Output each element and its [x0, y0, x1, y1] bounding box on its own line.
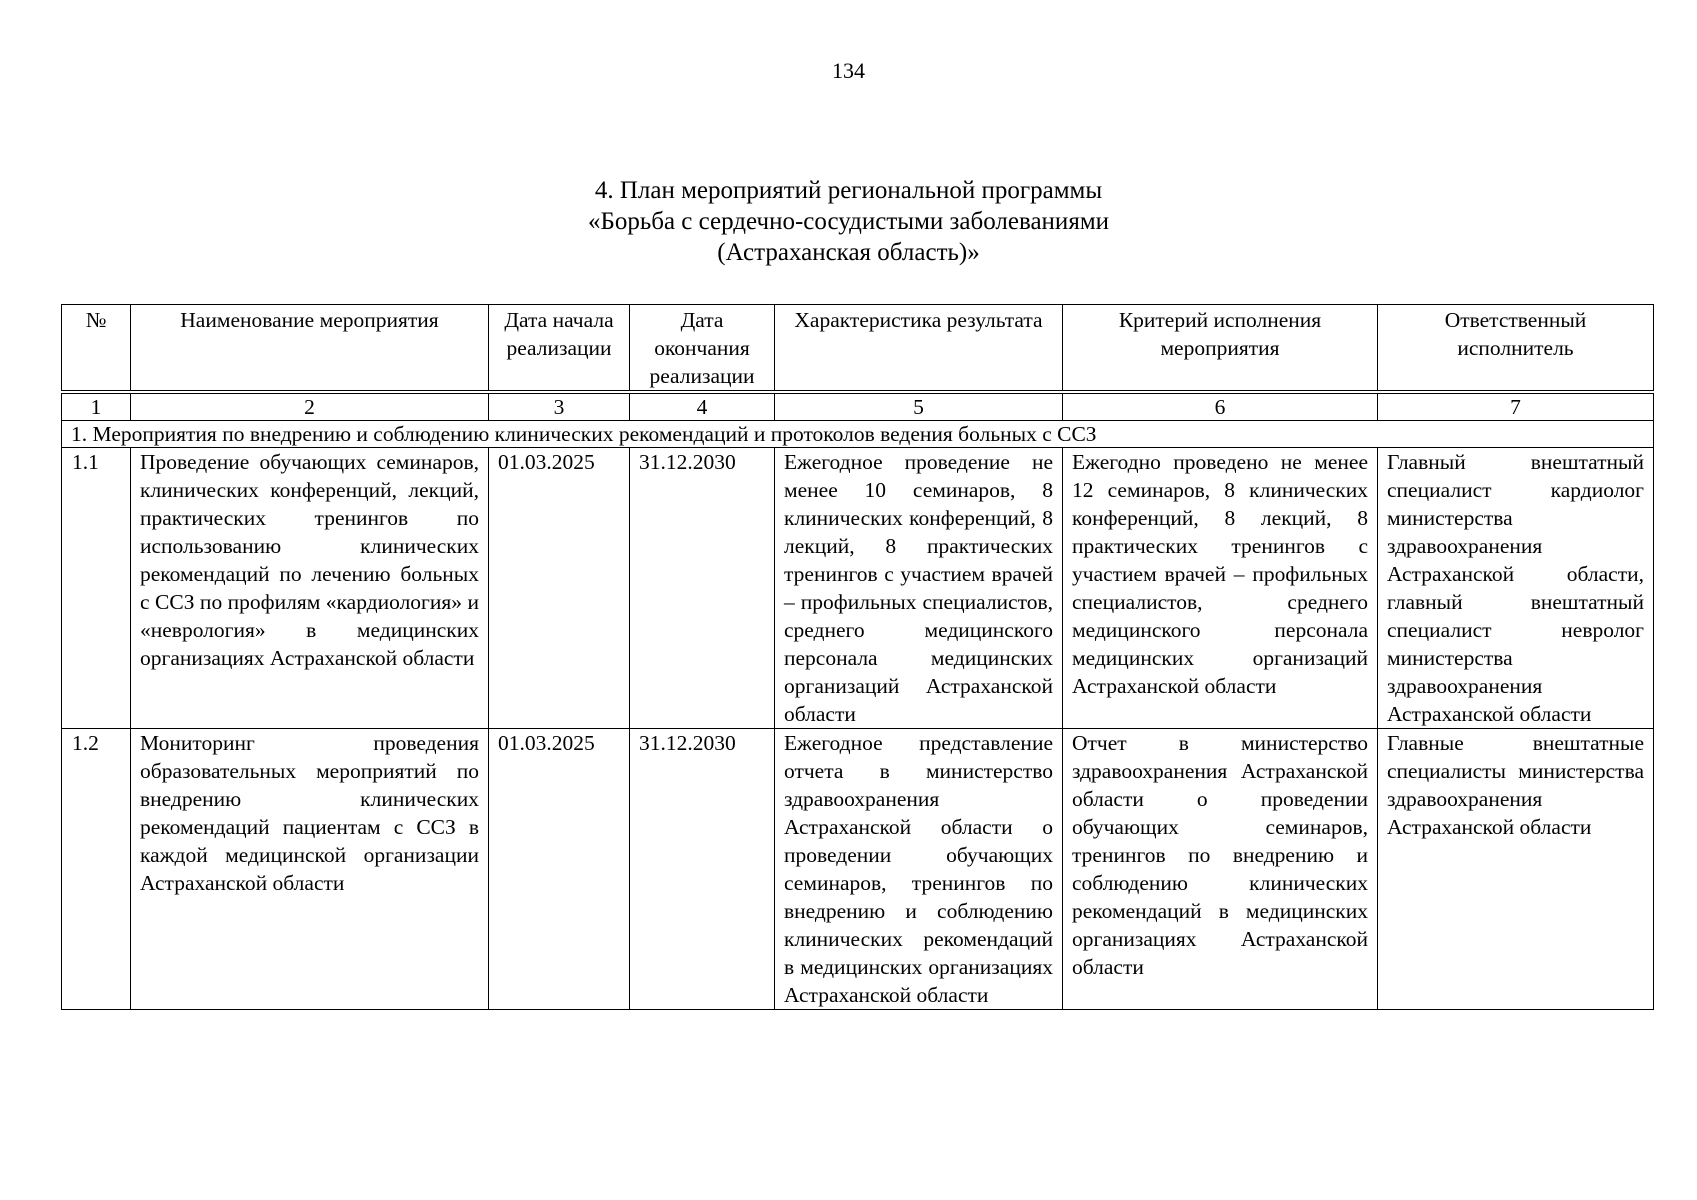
end-date: 31.12.2030	[630, 729, 775, 1010]
header-row	[62, 305, 1654, 393]
column-number-row	[62, 392, 1654, 421]
header-number: №	[62, 305, 131, 393]
column-number: 6	[1063, 392, 1378, 421]
table-row	[62, 448, 1654, 729]
document-title	[0, 175, 1697, 268]
section-row	[62, 421, 1654, 448]
row-number: 1.2	[62, 729, 131, 1010]
column-number: 4	[630, 392, 775, 421]
activity-name: Проведение обучающих семинаров, клинических конференций, лекций, практических тренингов по использованию клинических рекомендаций по лечению больных с ССЗ по профилям «кардиология» и «неврология» в медицинских организациях Астраханской области	[131, 448, 489, 729]
column-number: 5	[775, 392, 1063, 421]
title-line-3: (Астраханская область)»	[717, 239, 980, 266]
title-line-1: 4. План мероприятий региональной программы	[594, 177, 1103, 204]
page-number: 134	[832, 58, 865, 83]
header-end-date: Дата окончания реализации	[630, 305, 775, 393]
header-activity-name: Наименование мероприятия	[131, 305, 489, 393]
start-date: 01.03.2025	[489, 729, 630, 1010]
column-number: 2	[131, 392, 489, 421]
action-plan-table	[61, 304, 1654, 1010]
table-row	[62, 729, 1654, 1010]
completion-criterion: Ежегодно проведено не менее 12 семинаров, 8 клинических конференций, 8 лекций, 8 практических тренингов с участием врачей – профильных специалистов, среднего медицинского персонала медицинских организаций Астраханской области	[1063, 448, 1378, 729]
header-result: Характеристика результата	[775, 305, 1063, 393]
result-description: Ежегодное представление отчета в министерство здравоохранения Астраханской области о проведении обучающих семинаров, тренингов по внедрению и соблюдению клинических рекомендаций в медицинских организациях Астраханской области	[775, 729, 1063, 1010]
start-date: 01.03.2025	[489, 448, 630, 729]
responsible-person: Главные внештатные специалисты министерства здравоохранения Астраханской области	[1378, 729, 1654, 1010]
column-number: 7	[1378, 392, 1654, 421]
section-title: 1. Мероприятия по внедрению и соблюдению клинических рекомендаций и протоколов ведения больных с ССЗ	[62, 421, 1654, 448]
activity-name: Мониторинг проведения образовательных мероприятий по внедрению клинических рекомендаций пациентам с ССЗ в каждой медицинской организации Астраханской области	[131, 729, 489, 1010]
header-responsible: Ответственный исполнитель	[1378, 305, 1654, 393]
header-criterion: Критерий исполнения мероприятия	[1063, 305, 1378, 393]
header-start-date: Дата начала реализации	[489, 305, 630, 393]
column-number: 3	[489, 392, 630, 421]
column-number: 1	[62, 392, 131, 421]
end-date: 31.12.2030	[630, 448, 775, 729]
responsible-person: Главный внештатный специалист кардиолог министерства здравоохранения Астраханской области, главный внештатный специалист невролог министерства здравоохранения Астраханской области	[1378, 448, 1654, 729]
completion-criterion: Отчет в министерство здравоохранения Астраханской области о проведении обучающих семинаров, тренингов по внедрению и соблюдению клинических рекомендаций в медицинских организациях Астраханской области	[1063, 729, 1378, 1010]
title-line-2: «Борьба с сердечно-сосудистыми заболеваниями	[587, 208, 1110, 235]
row-number: 1.1	[62, 448, 131, 729]
result-description: Ежегодное проведение не менее 10 семинаров, 8 клинических конференций, 8 лекций, 8 практических тренингов с участием врачей – профильных специалистов, среднего медицинского персонала медицинских организаций Астраханской области	[775, 448, 1063, 729]
